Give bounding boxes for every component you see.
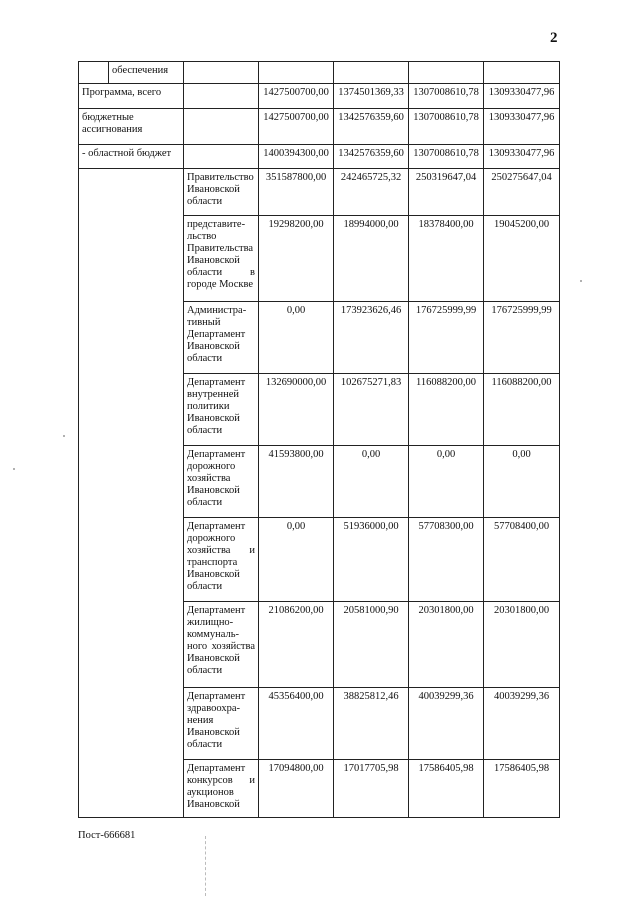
value-cell: 250275647,04 xyxy=(484,169,560,216)
value-cell: 51936000,00 xyxy=(334,518,409,602)
scan-speck xyxy=(13,468,15,470)
value-cell: 38825812,46 xyxy=(334,688,409,760)
value-cell: 1307008610,78 xyxy=(409,109,484,145)
value-cell: 17586405,98 xyxy=(409,760,484,818)
empty-cell xyxy=(184,109,259,145)
empty-cell xyxy=(184,84,259,109)
value-cell: 1307008610,78 xyxy=(409,145,484,169)
value-cell: 20301800,00 xyxy=(409,602,484,688)
value-cell: 132690000,00 xyxy=(259,374,334,446)
org-name: Департамент здравоохра-нения Ивановской области xyxy=(184,688,259,760)
org-name: Департамент жилищно-коммуналь-ного хозяйства Ивановской области xyxy=(184,602,259,688)
value-cell xyxy=(484,62,560,84)
value-cell: 1400394300,00 xyxy=(259,145,334,169)
value-cell: 20301800,00 xyxy=(484,602,560,688)
value-cell: 351587800,00 xyxy=(259,169,334,216)
value-cell: 1309330477,96 xyxy=(484,84,560,109)
value-cell: 17094800,00 xyxy=(259,760,334,818)
table-row xyxy=(79,62,560,84)
merged-empty-cell xyxy=(79,169,184,818)
value-cell: 242465725,32 xyxy=(334,169,409,216)
row-label: - областной бюджет xyxy=(79,145,184,169)
org-name: Департамент дорожного хозяйства и транспорта Ивановской области xyxy=(184,518,259,602)
value-cell: 19045200,00 xyxy=(484,216,560,302)
org-name: Департамент дорожного хозяйства Ивановской области xyxy=(184,446,259,518)
value-cell: 40039299,36 xyxy=(484,688,560,760)
value-cell: 18378400,00 xyxy=(409,216,484,302)
value-cell: 1427500700,00 xyxy=(259,84,334,109)
value-cell: 1309330477,96 xyxy=(484,109,560,145)
value-cell: 250319647,04 xyxy=(409,169,484,216)
table-row xyxy=(79,169,560,216)
empty-cell xyxy=(184,62,259,84)
value-cell: 1427500700,00 xyxy=(259,109,334,145)
table-row xyxy=(79,84,560,109)
value-cell: 0,00 xyxy=(409,446,484,518)
value-cell: 0,00 xyxy=(259,302,334,374)
row-label: бюджетные ассигнования xyxy=(79,109,184,145)
row-label: Программа, всего xyxy=(79,84,184,109)
value-cell: 0,00 xyxy=(259,518,334,602)
value-cell: 1309330477,96 xyxy=(484,145,560,169)
value-cell: 1342576359,60 xyxy=(334,145,409,169)
value-cell: 57708300,00 xyxy=(409,518,484,602)
value-cell: 19298200,00 xyxy=(259,216,334,302)
value-cell: 41593800,00 xyxy=(259,446,334,518)
value-cell: 45356400,00 xyxy=(259,688,334,760)
value-cell: 17017705,98 xyxy=(334,760,409,818)
value-cell: 57708400,00 xyxy=(484,518,560,602)
value-cell: 116088200,00 xyxy=(409,374,484,446)
budget-table xyxy=(78,61,560,818)
table-row xyxy=(79,109,560,145)
empty-cell xyxy=(79,62,109,84)
value-cell: 40039299,36 xyxy=(409,688,484,760)
value-cell xyxy=(259,62,334,84)
value-cell: 21086200,00 xyxy=(259,602,334,688)
org-name: Департамент внутренней политики Ивановской области xyxy=(184,374,259,446)
value-cell: 18994000,00 xyxy=(334,216,409,302)
org-name: Департамент конкурсов и аукционов Ивановской xyxy=(184,760,259,818)
scan-speck xyxy=(63,435,65,437)
scan-speck xyxy=(580,280,582,282)
value-cell: 116088200,00 xyxy=(484,374,560,446)
page-number: 2 xyxy=(550,30,558,46)
value-cell: 173923626,46 xyxy=(334,302,409,374)
table-row xyxy=(79,145,560,169)
value-cell xyxy=(334,62,409,84)
value-cell: 1342576359,60 xyxy=(334,109,409,145)
value-cell: 1374501369,33 xyxy=(334,84,409,109)
value-cell: 102675271,83 xyxy=(334,374,409,446)
row-label: обеспечения xyxy=(109,62,184,84)
org-name: представите-льство Правительства Ивановской области в городе Москве xyxy=(184,216,259,302)
scan-artifact-line xyxy=(205,836,206,896)
value-cell: 0,00 xyxy=(334,446,409,518)
value-cell: 1307008610,78 xyxy=(409,84,484,109)
value-cell: 176725999,99 xyxy=(409,302,484,374)
value-cell xyxy=(409,62,484,84)
document-code: Пост-666681 xyxy=(78,830,136,841)
value-cell: 20581000,90 xyxy=(334,602,409,688)
value-cell: 176725999,99 xyxy=(484,302,560,374)
empty-cell xyxy=(184,145,259,169)
value-cell: 0,00 xyxy=(484,446,560,518)
value-cell: 17586405,98 xyxy=(484,760,560,818)
org-name: Администра-тивный Департамент Ивановской области xyxy=(184,302,259,374)
org-name: Правительство Ивановской области xyxy=(184,169,259,216)
